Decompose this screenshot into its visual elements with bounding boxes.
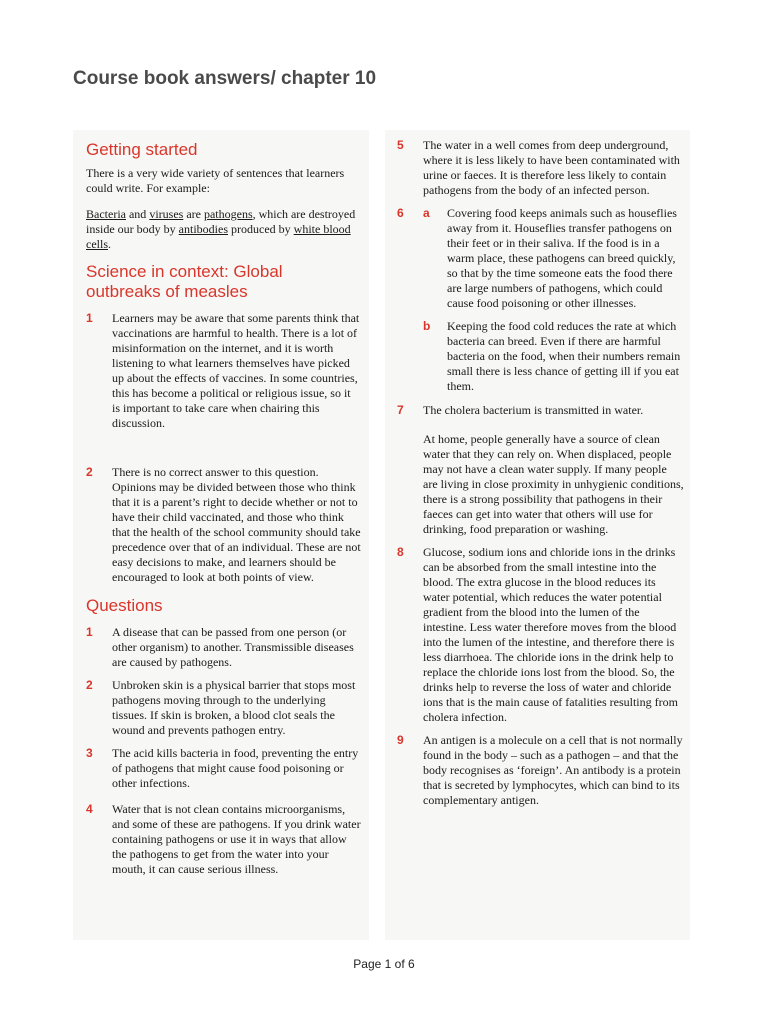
question-number: 3 [86,746,93,760]
getting-started-intro: There is a very wide variety of sentences that learners could write. For example: [86,166,345,195]
sub-question-label: b [423,319,431,333]
question-answer: The cholera bacterium is transmitted in water. [423,403,644,417]
question-answer: Glucose, sodium ions and chloride ions in the drinks can be absorbed from the small intestine into the blood. The extra glucose in the blood reduces its water potential, which reduces the water potential gradient from the blood into the lumen of the intestine. Less water therefore moves from the blood into the lumen of the intestine, and therefore there is less diarrhoea. The chloride ions in the drink help to replace the chloride ions lost from the blood. So, the drinks help to reverse the loss of water and chloride ions that is the main cause of fatalities resulting from cholera infection. [423,545,678,724]
term-pathogens: pathogens [203,207,253,221]
item-text: There is no correct answer to this question. Opinions may be divided between those who think that it is a parent’s right to decide whether or not to have their child vaccinated, and those who think that the health of the school community should take precedence over that of an individual. These are not easy decisions to make, and learners should be encouraged to look at both points of view. [112,465,361,584]
science-in-context-heading: Science in context: Global outbreaks of measles [86,262,283,301]
example-text: are [183,207,204,221]
question-number: 4 [86,802,93,816]
question-3 [86,746,361,791]
left-column [73,130,369,940]
question-answer: A disease that can be passed from one person (or other organism) to another. Transmissible diseases are caused by pathogens. [112,625,354,669]
question-8 [397,545,684,725]
question-6b [397,319,684,394]
example-text: produced by [228,222,294,236]
term-white-blood-cells: white blood cells [86,222,351,251]
question-1 [86,625,361,670]
question-number: 6 [397,206,404,220]
page-number: Page 1 of 6 [353,957,415,971]
questions-heading: Questions [86,596,163,615]
term-antibodies: antibodies [178,222,228,236]
question-answer: The water in a well comes from deep underground, where it is less likely to have been contaminated with urine or faeces. It is therefore less likely to contain pathogens from the body of an infected person. [423,138,680,197]
question-answer: The acid kills bacteria in food, preventing the entry of pathogens that might cause food poisoning or other infections. [112,746,359,790]
question-2 [86,678,361,738]
getting-started-example [86,207,361,252]
question-answer: An antigen is a molecule on a cell that is not normally found in the body – such as a pathogen – and that the body recognises as ‘foreign’. An antibody is a protein that is secreted by lymphocytes, which can bind to its complementary antigen. [423,733,683,807]
question-9 [397,733,684,808]
example-text: . [108,237,111,251]
item-number: 1 [86,311,93,325]
question-answer: Water that is not clean contains microorganisms, and some of these are pathogens. If you drink water containing pathogens or use it in ways that allow the pathogens to get from the water into your mouth, it can cause serious illness. [112,802,361,876]
question-answer: Unbroken skin is a physical barrier that stops most pathogens moving through to the underlying tissues. If skin is broken, a blood clot seals the wound and prevents pathogen entry. [112,678,356,737]
question-answer: Keeping the food cold reduces the rate at which bacteria can breed. Even if there are harmful bacteria on the food, when their numbers remain small there is less chance of getting ill if you eat them. [447,319,681,393]
question-number: 2 [86,678,93,692]
science-item-1 [86,311,361,431]
document-title: Course book answers/ chapter 10 [73,68,377,89]
item-text: Learners may be aware that some parents think that vaccinations are harmful to health. There is a lot of misinformation on the internet, and it is worth listening to what learners themselves have picked up about the effects of vaccines. In some countries, this has become a political or religious issue, so it is important to take care when chairing this discussion. [112,311,360,430]
science-item-2 [86,465,361,585]
question-5 [397,138,684,198]
question-number: 9 [397,733,404,747]
sub-question-label: a [423,206,430,220]
getting-started-heading: Getting started [86,140,198,159]
example-text: , which are destroyed inside our body by [86,207,356,236]
question-answer: Covering food keeps animals such as houseflies away from it. Houseflies transfer pathogens on their feet or in their saliva. If the food is in a warm place, these pathogens can breed quickly, so that by the time someone eats the food there are large numbers of pathogens, which could cause food poisoning or other illnesses. [447,206,677,310]
question-6a [397,206,684,311]
question-number: 7 [397,403,404,417]
term-bacteria: Bacteria [86,207,126,221]
question-7 [397,403,684,418]
question-4 [86,802,361,877]
item-number: 2 [86,465,93,479]
term-viruses: viruses [149,207,184,221]
example-text: and [125,207,150,221]
question-number: 8 [397,545,404,559]
question-7-continuation: At home, people generally have a source of clean water that they can rely on. When displaced, people may not have a clean water supply. If many people are living in close proximity in unhygienic conditions, there is a strong possibility that pathogens in their faeces can get into water that others will use for drinking, food preparation or washing. [423,432,684,536]
question-number: 5 [397,138,404,152]
right-column [385,130,690,940]
question-number: 1 [86,625,93,639]
